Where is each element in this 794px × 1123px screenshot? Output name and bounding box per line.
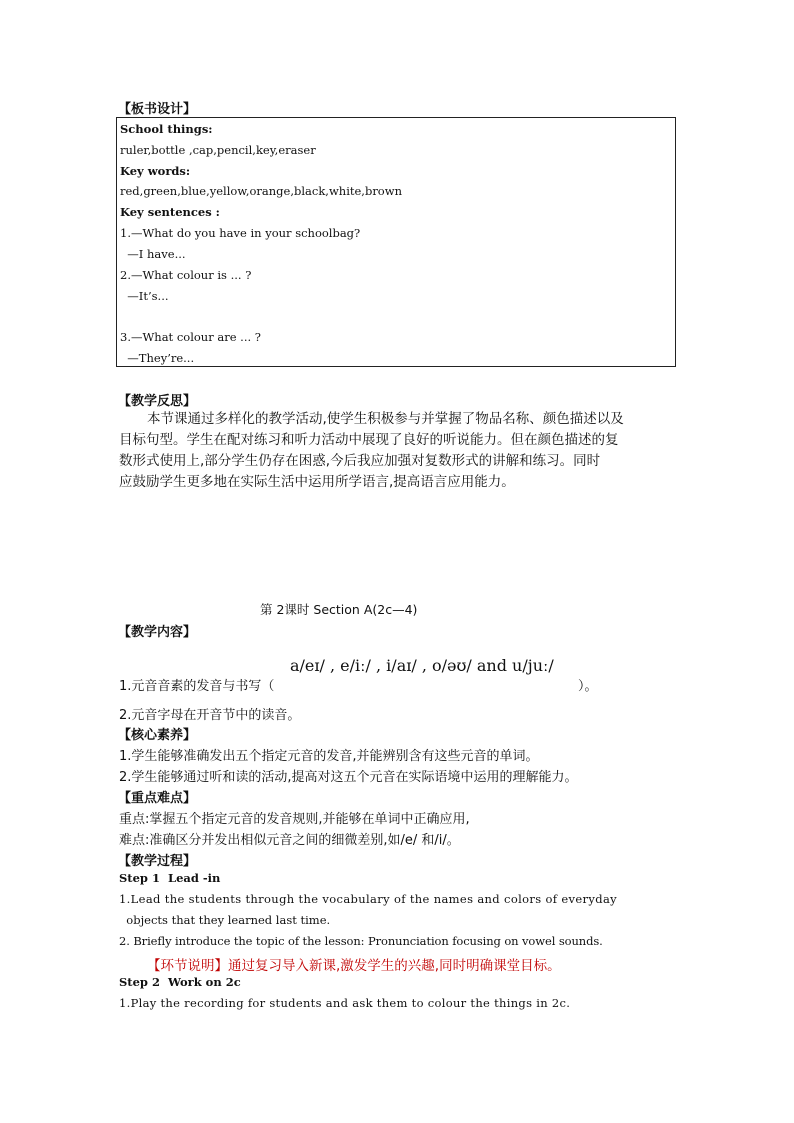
step-1-item: 2. Briefly introduce the topic of the lesson: Pronunciation focusing on vowel sounds. — [119, 934, 603, 948]
board-line: ruler,bottle ,cap,pencil,key,eraser — [120, 143, 316, 157]
difficulty-text: 难点:准确区分并发出相似元音之间的细微差别,如/e/ 和/i/。 — [119, 833, 460, 848]
content-item-1-prefix: 1.元音音素的发音与书写（ — [119, 679, 275, 694]
step-1-item: objects that they learned last time. — [119, 913, 331, 927]
content-item-2: 2.元音字母在开音节中的读音。 — [119, 708, 301, 723]
board-line: —It’s... — [120, 289, 169, 303]
board-heading: 【板书设计】 — [118, 102, 197, 117]
process-heading: 【教学过程】 — [118, 854, 197, 869]
board-line: —They’re... — [120, 351, 195, 365]
step-1-title: Step 1 Lead -in — [119, 871, 221, 885]
board-line: 1.—What do you have in your schoolbag? — [120, 226, 361, 240]
board-line: —I have... — [120, 247, 186, 261]
step-2-item: 1.Play the recording for students and ask them to colour the things in 2c. — [119, 996, 571, 1010]
board-line: Key sentences : — [120, 205, 220, 219]
literacy-item: 2.学生能够通过听和读的活动,提高对这五个元音在实际语境中运用的理解能力。 — [119, 770, 578, 785]
reflection-line: 数形式使用上,部分学生仍存在困惑,今后我应加强对复数形式的讲解和练习。同时 — [119, 453, 601, 469]
board-line: Key words: — [120, 164, 191, 178]
lesson-title: 第 2课时 Section A(2c—4) — [260, 602, 418, 617]
literacy-heading: 【核心素养】 — [118, 728, 197, 743]
keypoint-text: 重点:掌握五个指定元音的发音规则,并能够在单词中正确应用, — [119, 812, 470, 827]
reflection-heading: 【教学反思】 — [118, 394, 197, 409]
board-line: 2.—What colour is ... ? — [120, 268, 252, 282]
content-item-1-suffix: ）。 — [578, 679, 598, 694]
vowel-phonetics: a/eɪ/ , e/iː/ , i/aɪ/ , o/əʊ/ and u/juː/ — [290, 656, 554, 675]
keypoints-heading: 【重点难点】 — [118, 791, 197, 806]
board-line: red,green,blue,yellow,orange,black,white,brown — [120, 184, 402, 198]
reflection-line: 本节课通过多样化的教学活动,使学生积极参与并掌握了物品名称、颜色描述以及 — [147, 411, 624, 427]
literacy-item: 1.学生能够准确发出五个指定元音的发音,并能辨别含有这些元音的单词。 — [119, 749, 539, 764]
content-heading: 【教学内容】 — [118, 625, 197, 640]
reflection-line: 应鼓励学生更多地在实际生活中运用所学语言,提高语言应用能力。 — [119, 474, 515, 490]
board-design-box — [116, 117, 676, 367]
reflection-line: 目标句型。学生在配对练习和听力活动中展现了良好的听说能力。但在颜色描述的复 — [119, 432, 619, 448]
step-1-note: 【环节说明】通过复习导入新课,激发学生的兴趣,同时明确课堂目标。 — [147, 958, 561, 974]
step-2-title: Step 2 Work on 2c — [119, 975, 241, 989]
board-line: School things: — [120, 122, 213, 136]
step-1-item: 1.Lead the students through the vocabulary of the names and colors of everyday — [119, 892, 618, 906]
reflection-paragraph — [119, 409, 679, 493]
board-line: 3.—What colour are ... ? — [120, 330, 261, 344]
